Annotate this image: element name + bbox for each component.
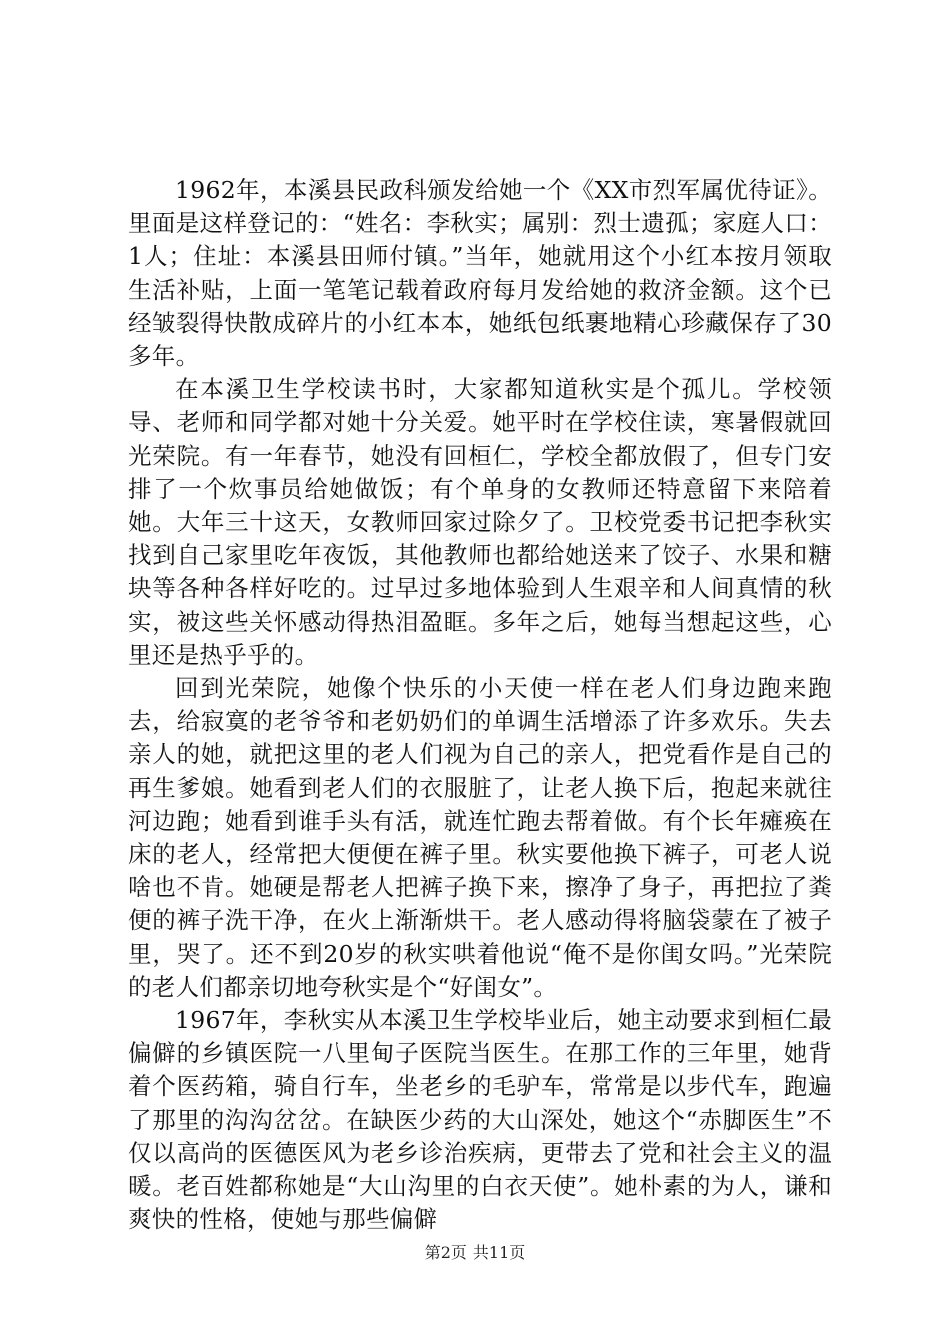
- document-body: [128, 174, 832, 1237]
- page-number: 第2页: [424, 1243, 467, 1262]
- page-total: 共11页: [472, 1243, 526, 1262]
- page-footer: [0, 1240, 950, 1263]
- paragraph-3: 回到光荣院，她像个快乐的小天使一样在老人们身边跑来跑去，给寂寞的老爷爷和老奶奶们的单调生活增添了许多欢乐。失去亲人的她，就把这里的老人们视为自己的亲人，把党看作是自己的再生爹娘。她看到老人们的衣服脏了，让老人换下后，抱起来就往河边跑；她看到谁手头有活，就连忙跑去帮着做。有个长年瘫痪在床的老人，经常把大便便在裤子里。秋实要他换下裤子，可老人说啥也不肯。她硬是帮老人把裤子换下来，擦净了身子，再把拉了粪便的裤子洗干净，在火上渐渐烘干。老人感动得将脑袋蒙在了被子里，哭了。还不到20岁的秋实哄着他说“俺不是你闺女吗。”光荣院的老人们都亲切地夸秋实是个“好闺女”。: [128, 674, 832, 1001]
- paragraph-4: 1967年，李秋实从本溪卫生学校毕业后，她主动要求到桓仁最偏僻的乡镇医院一八里甸子医院当医生。在那工作的三年里，她背着个医药箱，骑自行车，坐老乡的毛驴车，常常是以步代车，跑遍了那里的沟沟岔岔。在缺医少药的大山深处，她这个“赤脚医生”不仅以高尚的医德医风为老乡诊治疾病，更带去了党和社会主义的温暖。老百姓都称她是“大山沟里的白衣天使”。她朴素的为人，谦和爽快的性格，使她与那些偏僻: [128, 1006, 832, 1234]
- paragraph-1: 1962年，本溪县民政科颁发给她一个《XX市烈军属优待证》。里面是这样登记的：“姓名：李秋实；属别：烈士遗孤；家庭人口：1人；住址：本溪县田师付镇。”当年，她就用这个小红本按月领取生活补贴，上面一笔笔记载着政府每月发给她的救济金额。这个已经皱裂得快散成碎片的小红本本，她纸包纸裹地精心珍藏保存了30多年。: [128, 176, 832, 371]
- paragraph-2: 在本溪卫生学校读书时，大家都知道秋实是个孤儿。学校领导、老师和同学都对她十分关爱。她平时在学校住读，寒暑假就回光荣院。有一年春节，她没有回桓仁，学校全都放假了，但专门安排了一个炊事员给她做饭；有个单身的女教师还特意留下来陪着她。大年三十这天，女教师回家过除夕了。卫校党委书记把李秋实找到自己家里吃年夜饭，其他教师也都给她送来了饺子、水果和糖块等各种各样好吃的。过早过多地体验到人生艰辛和人间真情的秋实，被这些关怀感动得热泪盈眶。多年之后，她每当想起这些，心里还是热乎乎的。: [128, 375, 832, 669]
